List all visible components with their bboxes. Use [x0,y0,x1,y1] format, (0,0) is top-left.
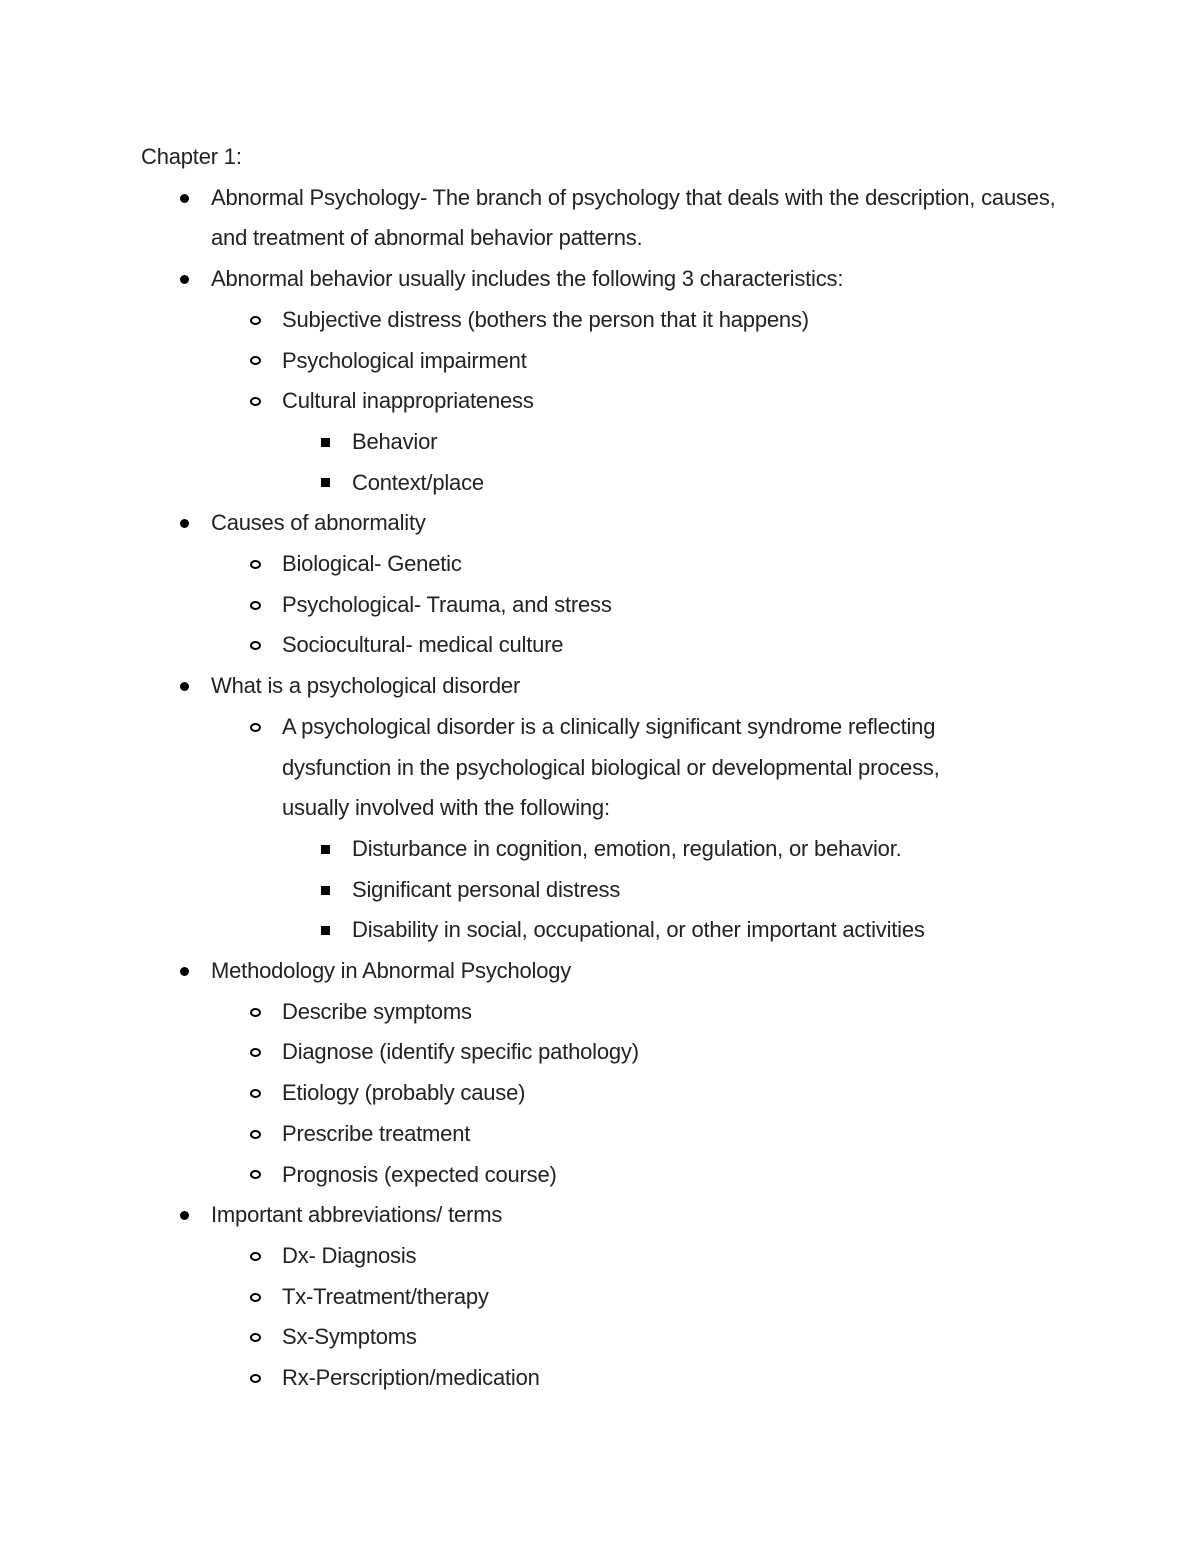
sublist [141,300,1061,422]
square-bullet-icon [315,463,335,504]
sublist-item [141,1155,1061,1196]
sublist-container [141,300,1061,504]
sublist-item [141,381,1061,422]
sublist-item-text: Sociocultural- medical culture [282,632,564,658]
hollow-circle-bullet-icon [245,1032,265,1073]
sublist-item [141,341,1061,382]
sub-sublist-item-text: Context/place [352,469,484,495]
list-item-text: Causes of abnormality [211,510,426,536]
sub-sublist [141,829,1061,951]
list-item [141,178,1061,259]
sublist-item-text: Rx-Perscription/medication [282,1365,540,1391]
sublist-container [141,544,1061,666]
sublist-item [141,300,1061,341]
sub-sublist-item-text: Behavior [352,428,438,454]
square-bullet-icon [315,870,335,911]
sub-sublist [141,422,1061,503]
sublist-item-text: Cultural inappropriateness [282,388,534,414]
sub-sublist-item [141,910,1061,951]
sublist-item-text: Describe symptoms [282,998,472,1024]
hollow-circle-bullet-icon [245,1236,265,1277]
sublist-item [141,1358,1061,1399]
chapter-heading: Chapter 1: [141,144,242,169]
sublist-item [141,625,1061,666]
hollow-circle-bullet-icon [245,544,265,585]
filled-circle-bullet-icon [174,178,194,219]
square-bullet-icon [315,829,335,870]
sublist-item-text: Tx-Treatment/therapy [282,1283,489,1309]
sublist [141,707,1061,829]
hollow-circle-bullet-icon [245,1358,265,1399]
hollow-circle-bullet-icon [245,1317,265,1358]
sub-sublist-item-text: Disturbance in cognition, emotion, regulation, or behavior. [352,835,902,861]
hollow-circle-bullet-icon [245,1277,265,1318]
sublist-item-text: Biological- Genetic [282,551,462,577]
sub-sublist-item-text: Disability in social, occupational, or other important activities [352,917,925,943]
sublist-item-text: Subjective distress (bothers the person that it happens) [282,306,809,332]
list-item [141,1195,1061,1236]
square-bullet-icon [315,422,335,463]
sublist-container [141,707,1061,951]
outline-list [141,178,1061,1399]
filled-circle-bullet-icon [174,503,194,544]
sublist-item-text: Psychological- Trauma, and stress [282,591,612,617]
list-item-text: Abnormal behavior usually includes the following 3 characteristics: [211,266,844,292]
hollow-circle-bullet-icon [245,1073,265,1114]
list-item-text: Methodology in Abnormal Psychology [211,958,572,984]
hollow-circle-bullet-icon [245,341,265,382]
list-item-text: Important abbreviations/ terms [211,1202,503,1228]
document-content [141,137,1061,1399]
sublist-item [141,1236,1061,1277]
hollow-circle-bullet-icon [245,300,265,341]
sublist-item [141,992,1061,1033]
list-item-text: What is a psychological disorder [211,673,521,699]
sub-sublist-item [141,422,1061,463]
sublist [141,1236,1061,1399]
sublist-item [141,585,1061,626]
list-item [141,259,1061,300]
hollow-circle-bullet-icon [245,381,265,422]
sublist-item [141,1073,1061,1114]
sublist-item-text: Psychological impairment [282,347,527,373]
sublist-container [141,992,1061,1196]
sublist-item [141,1277,1061,1318]
sublist-item-text: Prescribe treatment [282,1120,471,1146]
sublist [141,544,1061,666]
sublist-item [141,1317,1061,1358]
filled-circle-bullet-icon [174,259,194,300]
sublist [141,992,1061,1196]
hollow-circle-bullet-icon [245,992,265,1033]
filled-circle-bullet-icon [174,666,194,707]
sublist-item [141,707,1061,829]
sub-sublist-item [141,463,1061,504]
hollow-circle-bullet-icon [245,707,265,748]
sublist-item-text: Prognosis (expected course) [282,1161,557,1187]
sublist-container [141,1236,1061,1399]
sub-sublist-item [141,870,1061,911]
sublist-item [141,1032,1061,1073]
sublist-item [141,544,1061,585]
sub-sublist-item [141,829,1061,870]
sublist-item-text: A psychological disorder is a clinically significant syndrome reflecting dysfunction in the psychological biological or developmental process, usually involved with the following: [282,713,940,821]
filled-circle-bullet-icon [174,951,194,992]
hollow-circle-bullet-icon [245,1155,265,1196]
list-item [141,666,1061,707]
sublist-item-text: Dx- Diagnosis [282,1242,417,1268]
sublist-item [141,1114,1061,1155]
list-item-text: Abnormal Psychology- The branch of psychology that deals with the description, causes, and treatment of abnormal behavior patterns. [211,184,1056,251]
sublist-item-text: Diagnose (identify specific pathology) [282,1039,639,1065]
square-bullet-icon [315,910,335,951]
hollow-circle-bullet-icon [245,625,265,666]
list-item [141,951,1061,992]
list-item [141,503,1061,544]
filled-circle-bullet-icon [174,1195,194,1236]
sublist-item-text: Etiology (probably cause) [282,1080,526,1106]
hollow-circle-bullet-icon [245,1114,265,1155]
sub-sublist-item-text: Significant personal distress [352,876,621,902]
sublist-item-text: Sx-Symptoms [282,1324,417,1350]
hollow-circle-bullet-icon [245,585,265,626]
